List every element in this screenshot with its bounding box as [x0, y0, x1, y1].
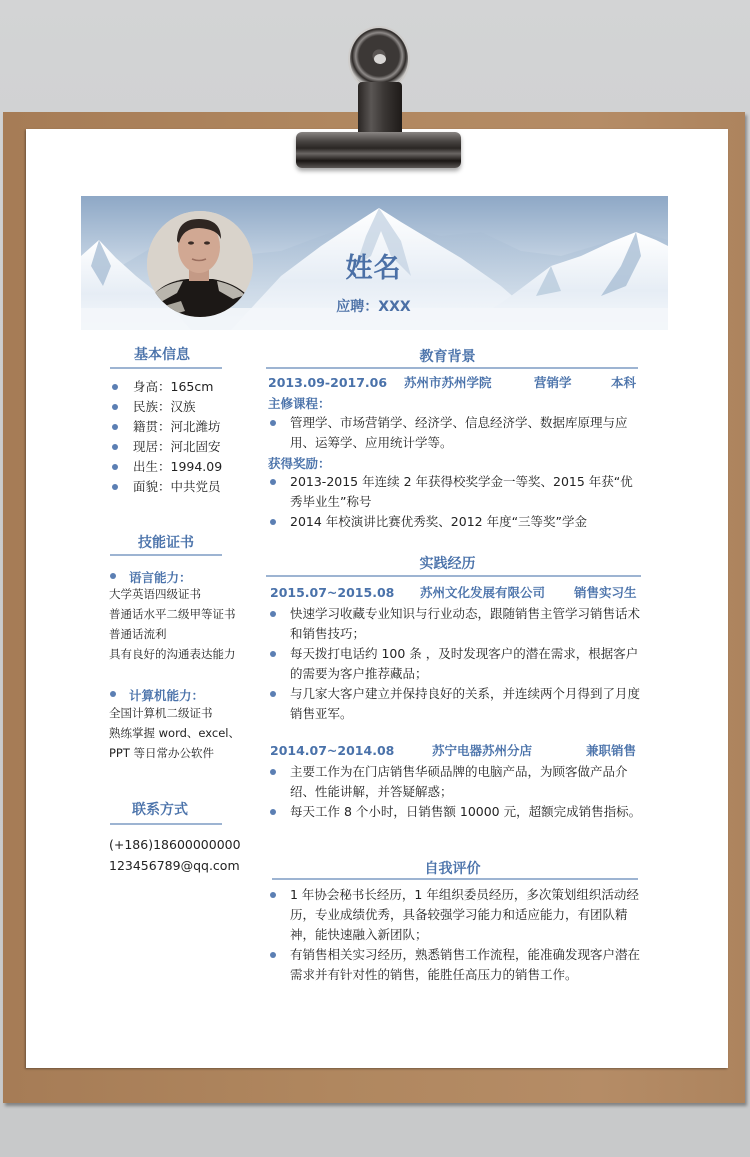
computer-line: PPT 等日常办公软件: [109, 746, 215, 760]
education-major: 营销学: [534, 375, 572, 390]
self-eval-list: [268, 885, 643, 985]
job-bullet: 与几家大客户建立并保持良好的关系，并连续两个月得到了月度销售亚军。: [268, 684, 643, 724]
job-period: 2014.07~2014.08: [270, 743, 395, 758]
basic-info-list: [112, 377, 222, 497]
job-period: 2015.07~2015.08: [270, 585, 395, 600]
self-eval-divider: [272, 878, 638, 880]
experience-divider: [266, 575, 641, 577]
candidate-name: 姓名: [345, 253, 402, 284]
basic-info-title: 基本信息: [134, 347, 190, 363]
education-divider: [266, 367, 638, 369]
self-eval-item: 1 年协会秘书长经历，1 年组织委员经历，多次策划组织活动经历，专业成绩优秀，具备较强学习能力和适应能力，有团队精神，能快速融入新团队；: [268, 885, 643, 945]
job-bullet: 主要工作为在门店销售华硕品牌的电脑产品，为顾客做产品介绍、性能讲解，并答疑解惑；: [268, 762, 643, 802]
job-bullets: [268, 762, 643, 822]
language-line: 普通话水平二级甲等证书: [109, 607, 236, 621]
contact-email: 123456789@qq.com: [109, 858, 240, 873]
job-row: [270, 742, 640, 760]
job-role: 兼职销售: [586, 743, 637, 758]
info-ethnicity: 民族：汉族: [112, 397, 222, 417]
binder-clip-icon: [296, 24, 461, 170]
self-eval-item: 有销售相关实习经历，熟悉销售工作流程，能准确发现客户潜在需求并有针对性的销售，能胜任高压力的销售工作。: [268, 945, 643, 985]
experience-title: 实践经历: [419, 556, 476, 572]
education-school: 苏州市苏州学院: [404, 375, 492, 390]
info-height: 身高：165cm: [112, 377, 222, 397]
awards-label: 获得奖励：: [268, 456, 331, 471]
education-row: [268, 374, 638, 392]
courses-label: 主修课程：: [268, 396, 331, 411]
info-political-status: 面貌：中共党员: [112, 477, 222, 497]
job-bullets: [268, 604, 643, 724]
language-line: 大学英语四级证书: [109, 587, 201, 601]
header-banner: [81, 196, 668, 330]
education-period: 2013.09-2017.06: [268, 375, 388, 390]
course-item: 管理学、市场营销学、经济学、信息经济学、数据库原理与应用、运筹学、应用统计学等。: [268, 413, 640, 453]
computer-skill-label: 计算机能力：: [110, 686, 204, 704]
job-bullet: 每天拨打电话约 100 条 ，及时发现客户的潜在需求，根据客户的需要为客户推荐藏品；: [268, 644, 643, 684]
job-company: 苏宁电器苏州分店: [432, 743, 533, 758]
info-birth: 出生：1994.09: [112, 457, 222, 477]
language-skill-lines: [109, 584, 236, 664]
education-title: 教育背景: [419, 349, 476, 365]
job-row: [270, 584, 640, 602]
language-line: 普通话流利: [109, 627, 167, 641]
award-item: 2014 年校演讲比赛优秀奖、2012 年度“三等奖”学金: [268, 512, 640, 532]
job-company: 苏州文化发展有限公司: [420, 585, 546, 600]
info-residence: 现居：河北固安: [112, 437, 222, 457]
basic-info-divider: [110, 367, 222, 369]
job-bullet: 快速学习收藏专业知识与行业动态，跟随销售主管学习销售话术和销售技巧；: [268, 604, 643, 644]
skills-title: 技能证书: [138, 535, 194, 551]
language-line: 具有良好的沟通表达能力: [109, 647, 236, 661]
education-degree: 本科: [611, 375, 637, 390]
self-eval-title: 自我评价: [424, 861, 481, 877]
awards-list: [268, 472, 640, 532]
applied-position: 应聘：XXX: [336, 299, 411, 315]
contact-divider: [110, 823, 222, 825]
job-role: 销售实习生: [574, 585, 637, 600]
language-skill-label: 语言能力：: [110, 568, 192, 586]
contact-info: [109, 834, 241, 876]
contact-title: 联系方式: [132, 802, 188, 818]
contact-phone: (+186)18600000000: [109, 837, 241, 852]
job-bullet: 每天工作 8 个小时，日销售额 10000 元，超额完成销售指标。: [268, 802, 643, 822]
info-native-place: 籍贯：河北潍坊: [112, 417, 222, 437]
computer-line: 熟练掌握 word、excel、: [109, 726, 240, 740]
skills-divider: [110, 554, 222, 556]
computer-skill-lines: [109, 703, 240, 763]
award-item: 2013-2015 年连续 2 年获得校奖学金一等奖、2015 年获“优秀毕业生”称号: [268, 472, 640, 512]
clip-bar: [296, 132, 461, 168]
avatar-photo: [147, 211, 253, 317]
computer-line: 全国计算机二级证书: [109, 706, 213, 720]
courses-list: [268, 413, 640, 453]
